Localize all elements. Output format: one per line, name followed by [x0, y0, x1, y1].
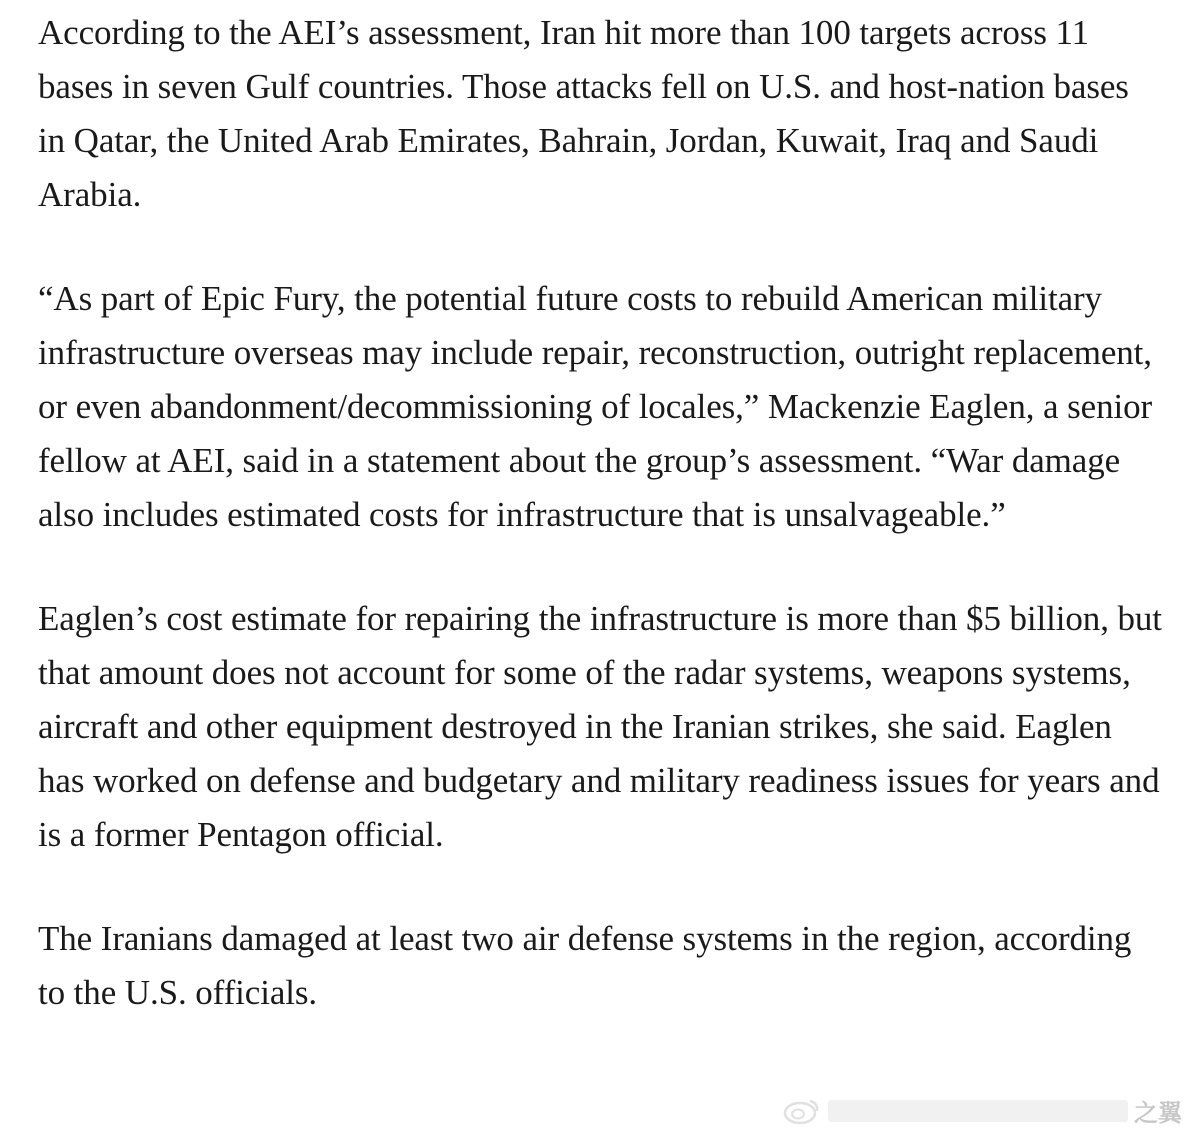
paragraph-2: “As part of Epic Fury, the potential future costs to rebuild American military infrastructure overseas may include repair, reconstruction, outright replacement, or even abandonment/decommissioning of locales,” Mackenzie Eaglen, a senior fellow at AEI, said in a statement about the group’s assessment. “War damage also includes estimated costs for infrastructure that is unsalvageable.”: [38, 279, 1153, 534]
watermark-text: 之翼: [1134, 1099, 1182, 1127]
watermark-username-bar: [828, 1100, 1128, 1122]
watermark: [782, 1093, 1182, 1128]
weibo-logo-icon: [782, 1097, 822, 1125]
paragraph-3: Eaglen’s cost estimate for repairing the infrastructure is more than $5 billion, but that amount does not account for some of the radar systems, weapons systems, aircraft and other equipment destroyed in the Iranian strikes, she said. Eaglen has worked on defense and budgetary and military readiness issues for years and is a former Pentagon official.: [38, 599, 1162, 854]
article-body: [38, 6, 1163, 1070]
paragraph-4: The Iranians damaged at least two air defense systems in the region, according to the U.S. officials.: [38, 919, 1132, 1012]
paragraph-1: According to the AEI’s assessment, Iran hit more than 100 targets across 11 bases in seven Gulf countries. Those attacks fell on U.S. and host-nation bases in Qatar, the United Arab Emirates, Bahrain, Jordan, Kuwait, Iraq and Saudi Arabia.: [38, 13, 1129, 214]
